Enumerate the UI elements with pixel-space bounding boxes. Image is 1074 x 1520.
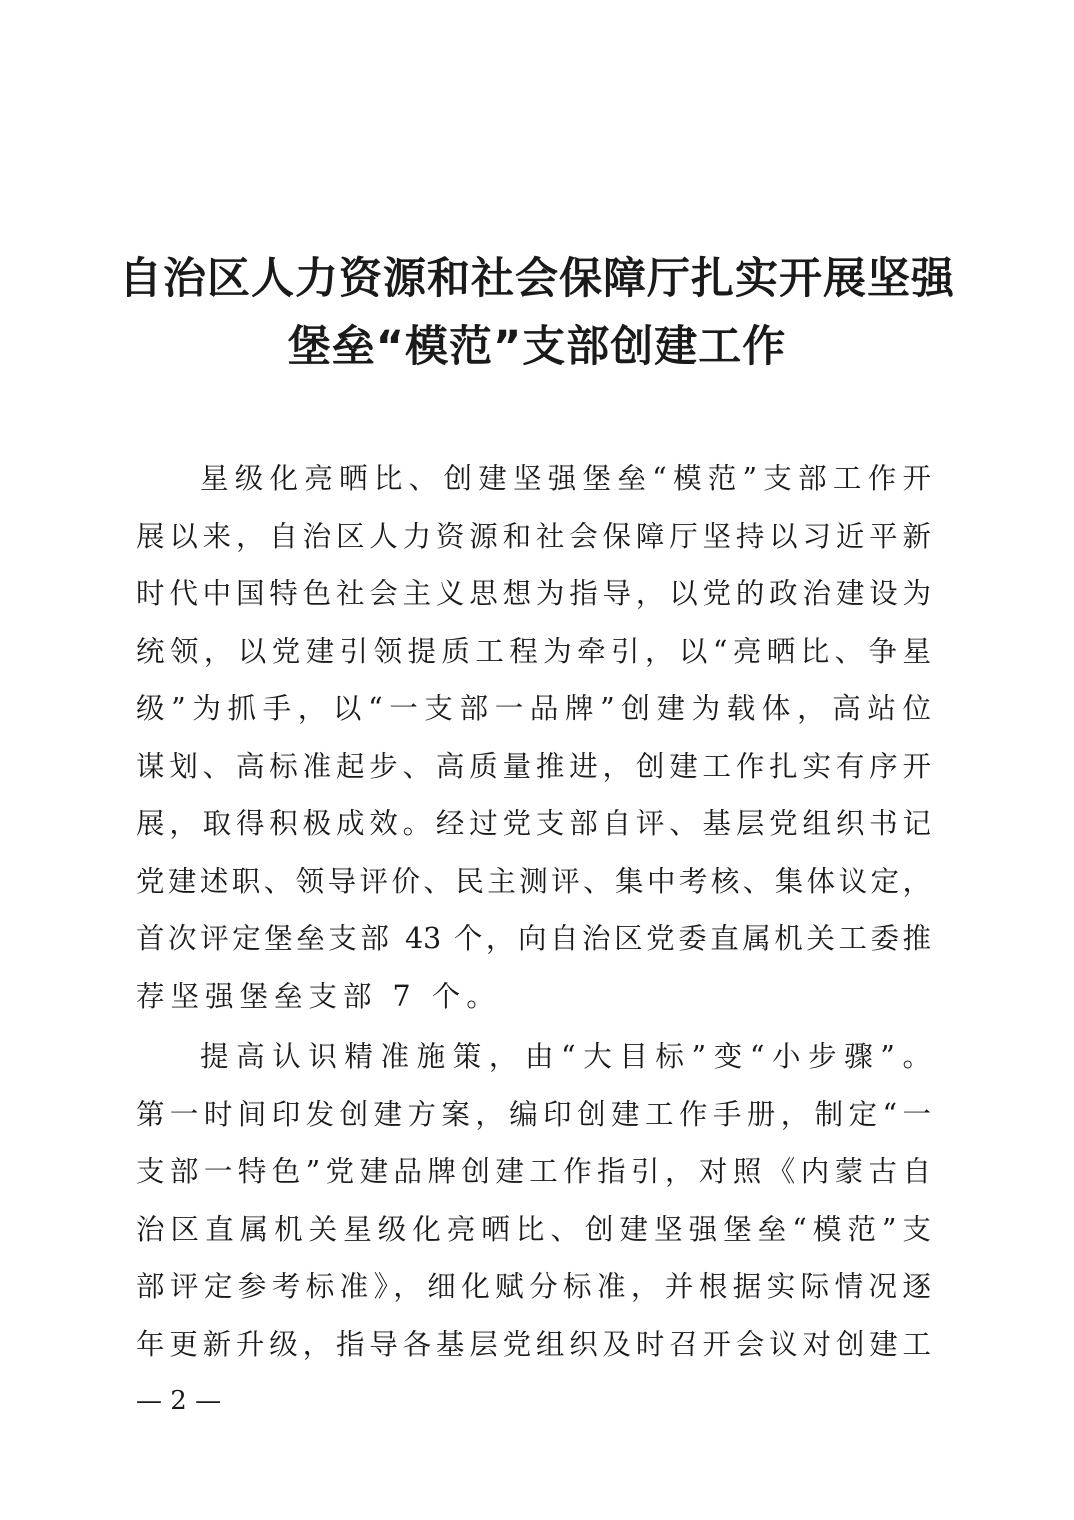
text-line: 谋划、高标准起步、高质量推进，创建工作扎实有序开: [136, 749, 931, 783]
title-line-1: 自治区人力资源和社会保障厅扎实开展坚强: [119, 254, 955, 304]
text-line: 时代中国特色社会主义思想为指导，以党的政治建设为: [136, 577, 931, 610]
text-line: 星级化亮晒比、创建坚强堡垒“模范”支部工作开: [200, 462, 931, 495]
text-line: 统领，以党建引领提质工程为牵引，以“亮晒比、争星: [136, 634, 931, 668]
paragraph-2: [136, 1028, 931, 1373]
text-line: 支部一特色”党建品牌创建工作指引，对照《内蒙古自: [136, 1155, 931, 1188]
title-line-2: 堡垒“模范”支部创建工作: [287, 322, 787, 372]
text-line: 部评定参考标准》，细化赋分标准，并根据实际情况逐: [136, 1270, 931, 1303]
page-number: — 2 —: [136, 1386, 222, 1416]
document-title: [80, 245, 994, 381]
text-line: 展，取得积极成效。经过党支部自评、基层党组织书记: [136, 807, 931, 840]
text-line: 治区直属机关星级化亮晒比、创建坚强堡垒“模范”支: [136, 1212, 931, 1246]
document-body: [136, 450, 931, 1373]
text-line: 党建述职、领导评价、民主测评、集中考核、集体议定，: [136, 864, 931, 898]
text-line: 展以来，自治区人力资源和社会保障厅坚持以习近平新: [136, 519, 931, 553]
text-line: 级”为抓手，以“一支部一品牌”创建为载体，高站位: [136, 692, 931, 725]
text-line: 年更新升级，指导各基层党组织及时召开会议对创建工: [136, 1327, 931, 1361]
paragraph-1: [136, 450, 931, 1025]
text-line: 荐坚强堡垒支部 7 个。: [136, 979, 501, 1013]
text-line: 首次评定堡垒支部 43 个，向自治区党委直属机关工委推: [136, 922, 931, 955]
text-line: 第一时间印发创建方案，编印创建工作手册，制定“一: [136, 1097, 931, 1131]
text-line: 提高认识精准施策，由“大目标”变“小步骤”。: [200, 1040, 931, 1073]
